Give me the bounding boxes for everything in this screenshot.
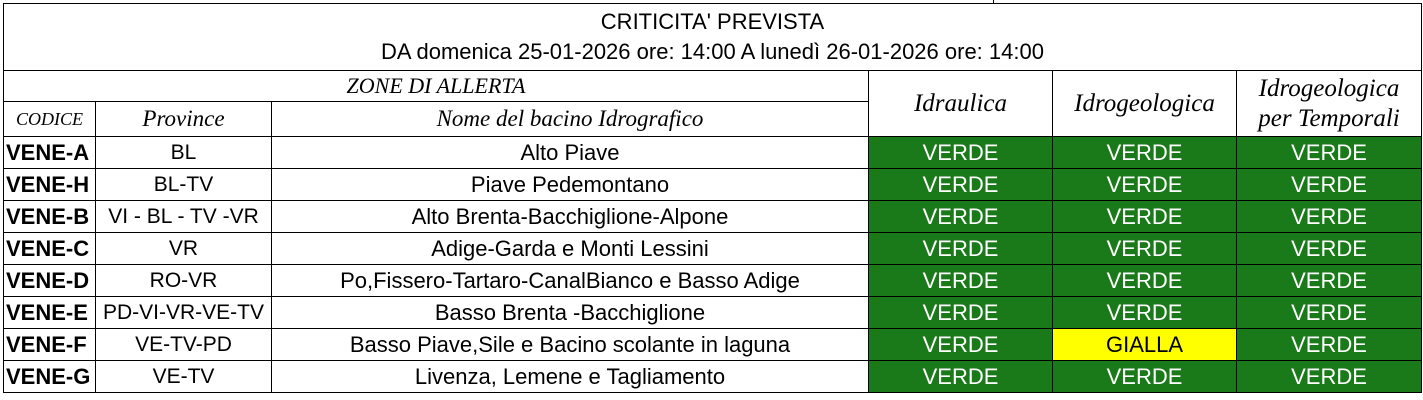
province-cell: VE-TV-PD xyxy=(96,329,272,361)
zone-code: VENE-C xyxy=(4,233,96,265)
zone-code: VENE-G xyxy=(4,361,96,393)
idrogeologica-level-badge: VERDE xyxy=(1053,233,1237,265)
basin-name: Po,Fissero-Tartaro-CanalBianco e Basso Adige xyxy=(272,265,869,297)
temporali-level-badge: VERDE xyxy=(1237,137,1422,169)
temporali-level-badge: VERDE xyxy=(1237,297,1422,329)
criticality-table xyxy=(3,3,1422,393)
province-cell: PD-VI-VR-VE-TV xyxy=(96,297,272,329)
idraulica-level-badge: VERDE xyxy=(869,233,1053,265)
temporali-header xyxy=(1237,71,1422,137)
province-cell: BL xyxy=(96,137,272,169)
table-row xyxy=(4,265,1422,297)
idrogeologica-level-badge: VERDE xyxy=(1053,169,1237,201)
idrogeologica-level-badge: VERDE xyxy=(1053,265,1237,297)
province-header: Province xyxy=(96,102,272,137)
basin-name: Piave Pedemontano xyxy=(272,169,869,201)
idrogeologica-header xyxy=(1053,71,1237,137)
idraulica-level-badge: VERDE xyxy=(869,265,1053,297)
idraulica-level-badge: VERDE xyxy=(869,361,1053,393)
idrogeologica-level-badge: GIALLA xyxy=(1053,329,1237,361)
province-cell: VE-TV xyxy=(96,361,272,393)
temporali-level-badge: VERDE xyxy=(1237,233,1422,265)
idrogeologica-level-badge: VERDE xyxy=(1053,201,1237,233)
idraulica-level-badge: VERDE xyxy=(869,137,1053,169)
province-cell: VR xyxy=(96,233,272,265)
idrogeologica-header-label: Idrogeologica xyxy=(1074,89,1215,117)
zone-code: VENE-F xyxy=(4,329,96,361)
temporali-level-badge: VERDE xyxy=(1237,265,1422,297)
period-subtitle: DA domenica 25-01-2026 ore: 14:00 A lunedì 26-01-2026 ore: 14:00 xyxy=(381,39,1044,64)
zones-header: ZONE DI ALLERTA xyxy=(4,71,869,102)
province-cell: VI - BL - TV -VR xyxy=(96,201,272,233)
table-row xyxy=(4,297,1422,329)
title-cell xyxy=(4,4,1422,71)
zone-code: VENE-A xyxy=(4,137,96,169)
basin-name: Livenza, Lemene e Tagliamento xyxy=(272,361,869,393)
idraulica-header xyxy=(869,71,1053,137)
basin-name: Alto Piave xyxy=(272,137,869,169)
temporali-level-badge: VERDE xyxy=(1237,329,1422,361)
temporali-level-badge: VERDE xyxy=(1237,201,1422,233)
zone-header-row xyxy=(4,71,1422,102)
page-title: CRITICITA' PREVISTA xyxy=(600,9,825,34)
idraulica-level-badge: VERDE xyxy=(869,169,1053,201)
code-header: CODICE xyxy=(4,102,96,137)
basin-name: Basso Brenta -Bacchiglione xyxy=(272,297,869,329)
zone-code: VENE-H xyxy=(4,169,96,201)
idraulica-level-badge: VERDE xyxy=(869,329,1053,361)
temporali-level-badge: VERDE xyxy=(1237,169,1422,201)
table-row xyxy=(4,361,1422,393)
basin-header: Nome del bacino Idrografico xyxy=(272,102,869,137)
idraulica-level-badge: VERDE xyxy=(869,297,1053,329)
table-row xyxy=(4,169,1422,201)
idraulica-header-label: Idraulica xyxy=(913,89,1008,117)
idraulica-level-badge: VERDE xyxy=(869,201,1053,233)
temporali-level-badge: VERDE xyxy=(1237,361,1422,393)
idrogeologica-level-badge: VERDE xyxy=(1053,137,1237,169)
table-row xyxy=(4,201,1422,233)
province-cell: BL-TV xyxy=(96,169,272,201)
basin-name: Alto Brenta-Bacchiglione-Alpone xyxy=(272,201,869,233)
basin-name: Adige-Garda e Monti Lessini xyxy=(272,233,869,265)
temporali-header-line2: per Temporali xyxy=(1258,104,1400,132)
zone-code: VENE-B xyxy=(4,201,96,233)
table-row xyxy=(4,137,1422,169)
title-row xyxy=(4,4,1422,71)
table-row xyxy=(4,233,1422,265)
idrogeologica-level-badge: VERDE xyxy=(1053,361,1237,393)
province-cell: RO-VR xyxy=(96,265,272,297)
basin-name: Basso Piave,Sile e Bacino scolante in laguna xyxy=(272,329,869,361)
table-row xyxy=(4,329,1422,361)
zone-code: VENE-E xyxy=(4,297,96,329)
temporali-header-line1: Idrogeologica xyxy=(1258,74,1400,102)
zone-code: VENE-D xyxy=(4,265,96,297)
idrogeologica-level-badge: VERDE xyxy=(1053,297,1237,329)
